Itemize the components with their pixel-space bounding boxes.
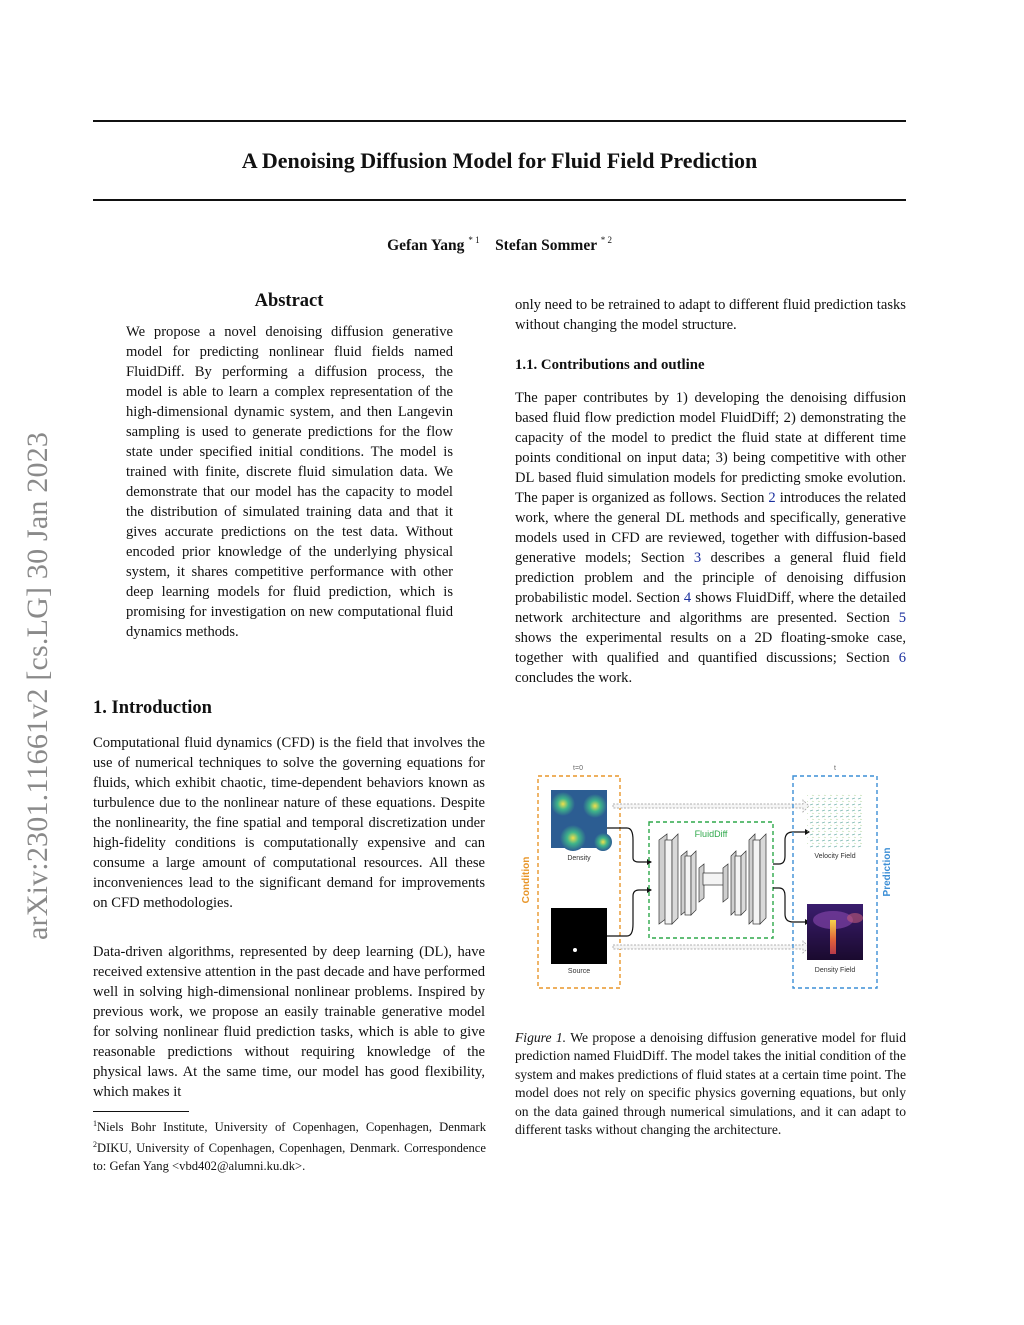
intro-paragraph-2: Data-driven algorithms, represented by deep learning (DL), have received extensive attention in the past decade and have performed well in solving high-dimensional nonlinear problems. Inspired by previous work, we propose an easily trainable generative model for solving nonlinear fluid prediction tasks, which is able to give reasonable predictions without requiring knowledge of the physical laws. At the same time, our model has good flexibility, which makes it — [93, 944, 485, 1100]
footnote-mark: 1 — [93, 1119, 97, 1128]
top-skip-arrow — [613, 800, 809, 812]
contributions-heading: 1.1. Contributions and outline — [515, 357, 705, 373]
caption-text: We propose a denoising diffusion generative model for fluid prediction named FluidDiff. The model takes the initial condition of the system and makes predictions of fluid states at a certain time point. The model does not rely on specific physics governing equations, but only on the data gained through numerical simulations, and it can adapt to different tasks without changing the architecture. — [515, 1030, 906, 1138]
title-top-rule — [93, 120, 906, 122]
author-affiliation: * 1 — [468, 235, 480, 245]
caption-label: Figure 1. — [515, 1030, 567, 1045]
contributions-paragraph: The paper contributes by 1) developing the denoising diffusion based fluid flow prediction model FluidDiff; 2) demonstrating the capacity of the model to predict the fluid state at different time points conditional on input data; 3) being competitive with other DL based fluid simulation models for predicting smoke evolution. The paper is organized as follows. Section 2 introduces the related work, where the general DL methods and specifically, generative models used in CFD are reviewed, together with diffusion-based generative models; Section 3 describes a general fluid field prediction problem and the principle of denoising diffusion probabilistic model. Section 4 shows FluidDiff, where the detailed network architecture and algorithms are presented. Section 5 shows the experimental results on a 2D floating-smoke case, together with qualified and quantified discussions; Section 6 concludes the work. — [515, 390, 907, 686]
section-link[interactable]: 4 — [683, 590, 692, 606]
figure-1-diagram — [515, 760, 906, 998]
fluiddiff-label: FluidDiff — [694, 829, 728, 839]
abstract-heading: Abstract — [254, 291, 324, 311]
footnote-text: DIKU, University of Copenhagen, Copenhagen, Denmark. Correspondence to: Gefan Yang <vbd402@alumni.ku.dk>. — [93, 1141, 486, 1173]
author-name: Gefan Yang — [387, 237, 465, 254]
source-image — [551, 908, 607, 964]
title-bottom-rule — [93, 199, 906, 201]
footnote-text: Niels Bohr Institute, University of Copenhagen, Copenhagen, Denmark — [97, 1120, 486, 1134]
section-link[interactable]: 5 — [898, 610, 906, 626]
velocity-field-image — [807, 794, 863, 848]
section-link[interactable]: 2 — [768, 490, 776, 506]
author-list — [93, 235, 906, 255]
prediction-label: Prediction — [882, 847, 893, 897]
density-field-label: Density Field — [814, 967, 856, 974]
t-label: t — [834, 765, 836, 772]
footnote-mark: 2 — [93, 1140, 97, 1149]
author-name: Stefan Sommer — [495, 237, 597, 254]
footnote-rule — [93, 1111, 189, 1112]
figure-caption — [515, 1029, 906, 1139]
condition-label: Condition — [521, 856, 532, 904]
abstract-text: We propose a novel denoising diffusion generative model for predicting nonlinear fluid fields named FluidDiff. By performing a diffusion process, the model is able to learn a complex representation of the high-dimensional dynamic system, and then Langevin sampling is used to generate predictions for the flow state under specified initial conditions. The model is trained with finite, discrete fluid simulation data. We demonstrate that our model has the capacity to model the distribution of simulated training data and that it gives accurate predictions on the test data. Without encoded prior knowledge of the underlying physical system, it shares competitive performance with other deep learning models for fluid prediction, which is promising for investigation on new computational fluid dynamics methods. — [126, 324, 453, 640]
arxiv-side-label: arXiv:2301.11661v2 [cs.LG] 30 Jan 2023 — [21, 431, 54, 940]
source-label: Source — [567, 968, 591, 975]
t0-label: t=0 — [573, 765, 583, 772]
right-paragraph-1: only need to be retrained to adapt to different fluid prediction tasks without changing the model structure. — [515, 297, 906, 333]
paper-title: A Denoising Diffusion Model for Fluid Field Prediction — [241, 148, 758, 173]
bottom-skip-arrow — [613, 941, 809, 953]
author-affiliation: * 2 — [600, 235, 612, 245]
velocity-field-label: Velocity Field — [814, 853, 856, 860]
section-link[interactable]: 3 — [693, 550, 702, 566]
footnote — [93, 1115, 486, 1175]
intro-heading: 1. Introduction — [93, 698, 212, 718]
section-link[interactable]: 6 — [898, 650, 906, 666]
intro-paragraph-1: Computational fluid dynamics (CFD) is the field that involves the use of numerical techniques to solve the governing equations for fluids, which exhibit chaotic, time-dependent behaviors known as turbulence due to the nonlinear nature of these equations. Despite the nonlinearity, the fine spatial and temporal discretization under high-fidelity conditions is computationally expensive and can consume a large amount of computational resources. All these inconveniences lead to the significant demand for improvements on CFD methodologies. — [93, 735, 485, 911]
density-label: Density — [567, 855, 591, 862]
